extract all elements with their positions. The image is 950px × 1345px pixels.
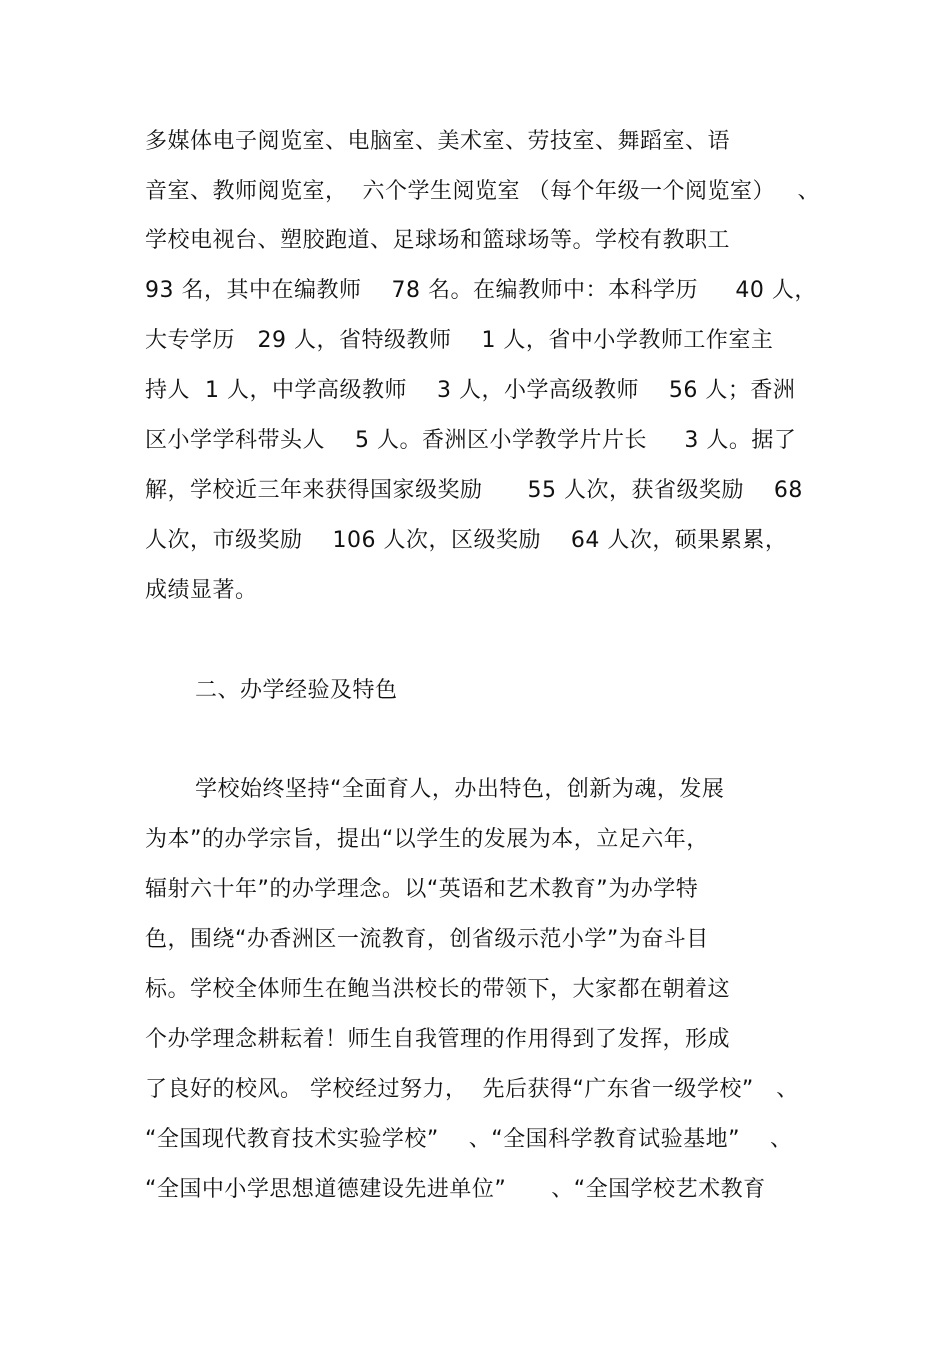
paragraph1-line-3: 学校电视台、塑胶跑道、足球场和篮球场等。学校有教职工	[145, 228, 731, 253]
paragraph1-line-8: 解，学校近三年来获得国家级奖励 55 人次，获省级奖励 68	[145, 478, 803, 503]
paragraph1-line-7: 区小学学科带头人 5 人。香洲区小学教学片片长 3 人。据了	[145, 428, 797, 453]
paragraph2-line-1: 学校始终坚持“全面育人，办出特色，创新为魂，发展	[195, 777, 725, 802]
paragraph2-line-8: “全国现代教育技术实验学校” 、“全国科学教育试验基地” 、	[145, 1127, 793, 1152]
paragraph2-line-3: 辐射六十年”的办学理念。以“英语和艺术教育”为办学特	[145, 877, 699, 902]
paragraph2-line-5: 标。学校全体师生在鲍当洪校长的带领下，大家都在朝着这	[145, 977, 731, 1002]
paragraph2-line-4: 色，围绕“办香洲区一流教育，创省级示范小学”为奋斗目	[145, 927, 709, 952]
paragraph1-line-5: 大专学历 29 人，省特级教师 1 人，省中小学教师工作室主	[145, 328, 774, 353]
paragraph1-line-1: 多媒体电子阅览室、电脑室、美术室、劳技室、舞蹈室、语	[145, 129, 731, 154]
paragraph1-line-10: 成绩显著。	[145, 578, 258, 603]
paragraph1-line-9: 人次，市级奖励 106 人次，区级奖励 64 人次，硕果累累，	[145, 528, 788, 553]
paragraph1-line-4: 93 名，其中在编教师 78 名。在编教师中：本科学历 40 人，	[145, 278, 817, 303]
paragraph1-line-6: 持人 1 人，中学高级教师 3 人，小学高级教师 56 人；香洲	[145, 378, 796, 403]
paragraph2-line-9: “全国中小学思想道德建设先进单位” 、“全国学校艺术教育	[145, 1177, 766, 1202]
paragraph2-line-2: 为本”的办学宗旨，提出“以学生的发展为本，立足六年，	[145, 827, 709, 852]
paragraph1-line-2: 音室、教师阅览室， 六个学生阅览室 （每个年级一个阅览室） 、	[145, 179, 820, 204]
paragraph2-line-6: 个办学理念耕耘着！师生自我管理的作用得到了发挥，形成	[145, 1027, 731, 1052]
paragraph2-line-7: 了良好的校风。 学校经过努力， 先后获得“广东省一级学校” 、	[145, 1077, 799, 1102]
section-heading: 二、办学经验及特色	[195, 678, 398, 703]
